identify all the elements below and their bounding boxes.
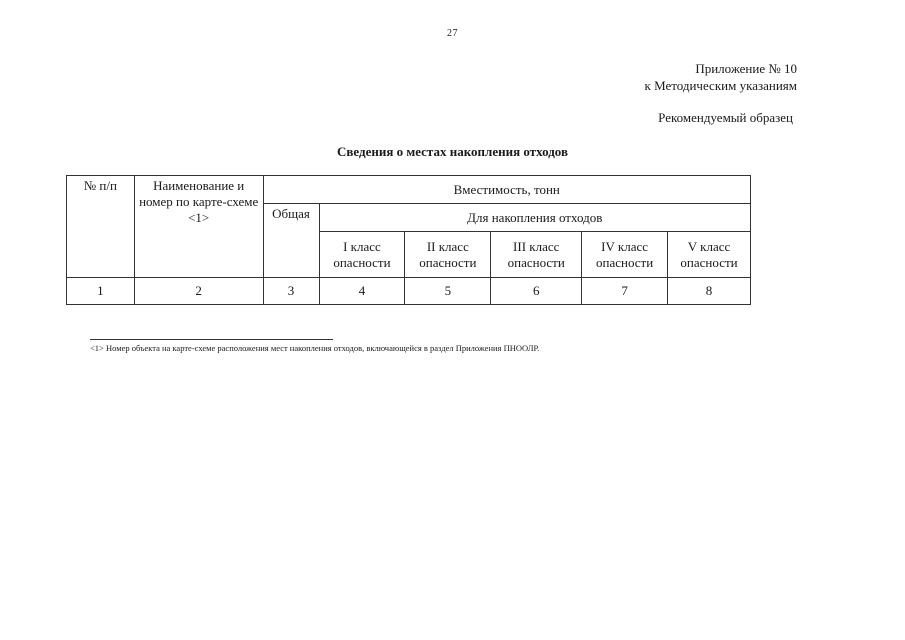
header-class-2: II класс опасности [405,232,491,278]
waste-storage-table [66,175,751,305]
table-row [67,278,751,305]
column-number-cell: 7 [582,278,668,305]
column-number-cell: 3 [263,278,319,305]
header-for-waste: Для накопления отходов [319,204,751,232]
document-title: Сведения о местах накопления отходов [337,144,568,159]
column-number-cell: 4 [319,278,405,305]
page-number: 27 [447,28,458,39]
footnote: <1> Номер объекта на карте-схеме расположения мест накопления отходов, включающейся в раздел Приложения ПНООЛР. [90,343,540,353]
header-name: Наименование и номер по карте-схеме <1> [134,176,263,278]
header-number: № п/п [67,176,135,278]
header-class-4: IV класс опасности [582,232,668,278]
column-number-cell: 2 [134,278,263,305]
sample-label: Рекомендуемый образец [658,110,793,125]
column-number-cell: 6 [491,278,582,305]
appendix-header [645,60,798,94]
header-capacity: Вместимость, тонн [263,176,750,204]
appendix-number: Приложение № 10 [695,61,797,76]
column-number-cell: 5 [405,278,491,305]
column-number-cell: 1 [67,278,135,305]
appendix-reference: к Методическим указаниям [644,78,797,93]
header-total: Общая [263,204,319,278]
header-class-5: V класс опасности [668,232,751,278]
footnote-divider [90,339,333,340]
column-number-cell: 8 [668,278,751,305]
header-class-1: I класс опасности [319,232,405,278]
header-class-3: III класс опасности [491,232,582,278]
